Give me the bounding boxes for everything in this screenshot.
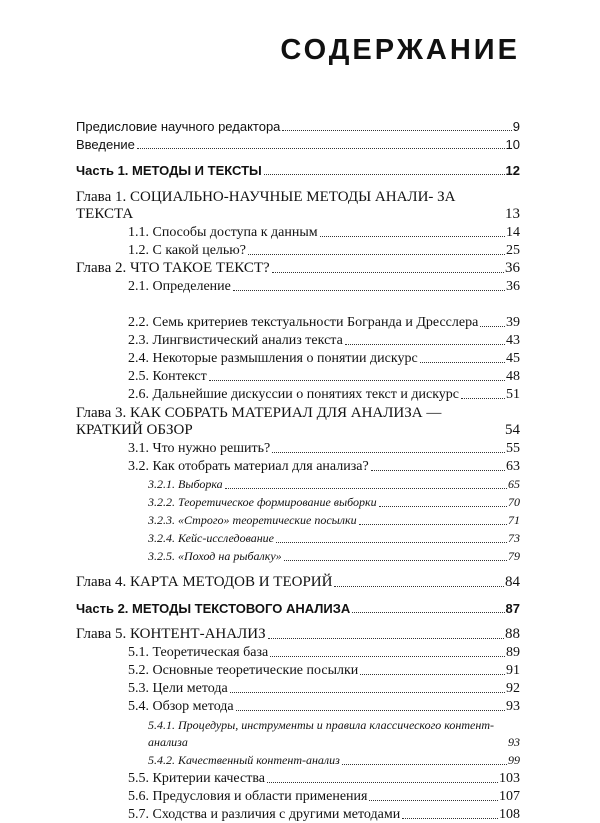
toc-entry-page: 103 — [499, 771, 520, 786]
toc-leader-dots — [420, 362, 505, 363]
toc-entry[interactable] — [76, 403, 520, 439]
toc-entry-title: 3.2.1. Выборка — [148, 477, 223, 491]
toc-entry[interactable] — [76, 295, 520, 331]
toc-entry-title: Глава 1. СОЦИАЛЬНО-НАУЧНЫЕ МЕТОДЫ АНАЛИ- ЗА ТЕКСТА — [76, 189, 456, 222]
toc-leader-dots — [248, 254, 505, 255]
toc-entry-title: 2.2. Семь критериев текстуальности Богранда и Дресслера — [128, 315, 479, 330]
toc-entry-page: 51 — [506, 387, 520, 402]
toc-entry[interactable] — [76, 661, 520, 679]
toc-leader-dots — [334, 586, 504, 587]
toc-leader-dots — [359, 524, 507, 525]
toc-entry[interactable] — [76, 135, 520, 153]
toc-entry[interactable] — [76, 241, 520, 259]
toc-entry[interactable] — [76, 573, 520, 591]
toc-entry-title: 3.2.5. «Поход на рыбалку» — [148, 549, 282, 563]
toc-entry-page: 14 — [506, 225, 520, 240]
toc-entry-page: 71 — [508, 513, 520, 527]
toc-entry[interactable] — [76, 385, 520, 403]
toc-leader-dots — [230, 692, 505, 693]
toc-entry[interactable] — [76, 187, 520, 223]
toc-leader-dots — [371, 470, 505, 471]
toc-entry-page: 36 — [505, 260, 520, 276]
toc-entry-title: 5.5. Критерии качества — [128, 771, 265, 786]
toc-entry-page: 93 — [506, 699, 520, 714]
toc-entry[interactable] — [76, 511, 520, 529]
toc-entry-page: 99 — [508, 753, 520, 767]
toc-entry-page: 87 — [505, 601, 520, 616]
toc-leader-dots — [270, 656, 505, 657]
toc-entry-page: 12 — [505, 163, 520, 178]
toc-entry-title: 5.4.1. Процедуры, инструменты и правила классического контент-анализа — [148, 718, 494, 749]
toc-entry[interactable] — [76, 547, 520, 565]
toc-entry-title: 3.2.3. «Строго» теоретические посылки — [148, 513, 357, 527]
toc-leader-dots — [272, 452, 505, 453]
toc-entry-title: 5.2. Основные теоретические посылки — [128, 663, 359, 678]
toc-entry-title: Глава 4. КАРТА МЕТОДОВ И ТЕОРИЙ — [76, 574, 333, 590]
toc-entry[interactable] — [76, 349, 520, 367]
toc-entry-page: 25 — [506, 243, 520, 258]
toc-leader-dots — [284, 560, 507, 561]
toc-entry-page: 70 — [508, 495, 520, 509]
toc-entry[interactable] — [76, 223, 520, 241]
toc-leader-dots — [276, 542, 507, 543]
toc-leader-dots — [342, 764, 507, 765]
page-title: СОДЕРЖАНИЕ — [280, 34, 520, 66]
toc-leader-dots — [233, 290, 505, 291]
toc-entry-page: 48 — [506, 369, 520, 384]
toc-entry-page: 36 — [506, 279, 520, 294]
toc-entry[interactable] — [76, 805, 520, 823]
toc-entry-page: 63 — [506, 459, 520, 474]
toc-entry[interactable] — [76, 769, 520, 787]
toc-entry[interactable] — [76, 751, 520, 769]
toc-entry-page: 55 — [506, 441, 520, 456]
toc-entry-page: 93 — [508, 735, 520, 749]
toc-entry-title: 2.6. Дальнейшие дискуссии о понятиях текст и дискурс — [128, 387, 460, 402]
toc-leader-dots — [264, 174, 505, 175]
toc-leader-dots — [236, 710, 505, 711]
toc-entry-title: 3.2.4. Кейс-исследование — [148, 531, 275, 545]
toc-entry[interactable] — [76, 117, 520, 135]
toc-entry-title: Глава 5. КОНТЕНТ-АНАЛИЗ — [76, 626, 266, 642]
toc-entry[interactable] — [76, 643, 520, 661]
toc-entry-title: 5.3. Цели метода — [128, 681, 228, 696]
toc-leader-dots — [267, 782, 498, 783]
toc-entry-page: 88 — [505, 626, 520, 642]
toc-entry-title: 2.1. Определение — [128, 279, 231, 294]
toc-leader-dots — [402, 818, 498, 819]
toc-entry[interactable] — [76, 439, 520, 457]
toc-entry-title: 1.2. С какой целью? — [128, 243, 246, 258]
toc-entry-page: 39 — [506, 315, 520, 330]
toc-entry-page: 9 — [512, 119, 520, 134]
toc-entry-page: 10 — [505, 137, 520, 152]
toc-entry-page: 79 — [508, 549, 520, 563]
toc-entry[interactable] — [76, 161, 520, 179]
toc-entry-title: Часть 2. МЕТОДЫ ТЕКСТОВОГО АНАЛИЗА — [76, 601, 351, 616]
toc-entry[interactable] — [76, 715, 520, 751]
toc-entry-title: 3.1. Что нужно решить? — [128, 441, 271, 456]
toc-entry-page: 84 — [505, 574, 520, 590]
toc-leader-dots — [320, 236, 505, 237]
toc-leader-dots — [268, 638, 504, 639]
toc-leader-dots — [137, 148, 505, 149]
toc-entry[interactable] — [76, 529, 520, 547]
toc-entry-page: 13 — [505, 206, 520, 222]
toc-entry-title: 3.2.2. Теоретическое формирование выборки — [148, 495, 377, 509]
toc-leader-dots — [225, 488, 507, 489]
toc-leader-dots — [209, 380, 505, 381]
toc-entry-page: 73 — [508, 531, 520, 545]
toc-entry-page: 65 — [508, 477, 520, 491]
toc-entry-title: 5.6. Предусловия и области применения — [128, 789, 368, 804]
toc-leader-dots — [360, 674, 505, 675]
toc-leader-dots — [369, 800, 498, 801]
toc-entry-title: 3.2. Как отобрать материал для анализа? — [128, 459, 369, 474]
toc-entry-title: 1.1. Способы доступа к данным — [128, 225, 318, 240]
toc-entry[interactable] — [76, 277, 520, 295]
toc-leader-dots — [282, 130, 511, 131]
toc-entry-page: 107 — [499, 789, 520, 804]
toc-leader-dots — [345, 344, 505, 345]
toc-entry-title: Глава 3. КАК СОБРАТЬ МАТЕРИАЛ ДЛЯ АНАЛИЗА — КРАТКИЙ ОБЗОР — [76, 405, 442, 438]
toc-entry-title: 5.4.2. Качественный контент-анализ — [148, 753, 340, 767]
toc-entry[interactable] — [76, 367, 520, 385]
toc-entry[interactable] — [76, 697, 520, 715]
toc-entry[interactable] — [76, 475, 520, 493]
toc-entry-title: 2.5. Контекст — [128, 369, 207, 384]
toc-leader-dots — [379, 506, 507, 507]
toc-entry-title: 2.4. Некоторые размышления о понятии дискурс — [128, 351, 418, 366]
toc-entry[interactable] — [76, 599, 520, 617]
toc-entry-page: 54 — [505, 422, 520, 438]
toc-entry-title: 2.3. Лингвистический анализ текста — [128, 333, 343, 348]
toc-entry[interactable] — [76, 787, 520, 805]
toc-entry-page: 92 — [506, 681, 520, 696]
toc-leader-dots — [272, 272, 504, 273]
toc-leader-dots — [461, 398, 505, 399]
toc-entry-page: 89 — [506, 645, 520, 660]
toc-leader-dots — [352, 612, 504, 613]
toc-entry[interactable] — [76, 331, 520, 349]
toc-entry-title: 5.4. Обзор метода — [128, 699, 234, 714]
toc-entry[interactable] — [76, 679, 520, 697]
toc-entry-title: Часть 1. МЕТОДЫ И ТЕКСТЫ — [76, 163, 262, 178]
toc-entry-page: 91 — [506, 663, 520, 678]
toc-entry-title: 5.7. Сходства и различия с другими методами — [128, 807, 401, 822]
toc-entry[interactable] — [76, 259, 520, 277]
toc-leader-dots — [480, 326, 505, 327]
toc-entry[interactable] — [76, 493, 520, 511]
toc-entry[interactable] — [76, 457, 520, 475]
toc-entry[interactable] — [76, 625, 520, 643]
toc-entry-page: 108 — [499, 807, 520, 822]
toc-entry-title: Введение — [76, 137, 135, 152]
toc-entry-title: 5.1. Теоретическая база — [128, 645, 269, 660]
toc-entry-page: 45 — [506, 351, 520, 366]
toc-entry-title: Предисловие научного редактора — [76, 119, 281, 134]
toc-entry-page: 43 — [506, 333, 520, 348]
toc-entry-title: Глава 2. ЧТО ТАКОЕ ТЕКСТ? — [76, 260, 270, 276]
table-of-contents — [76, 117, 520, 823]
